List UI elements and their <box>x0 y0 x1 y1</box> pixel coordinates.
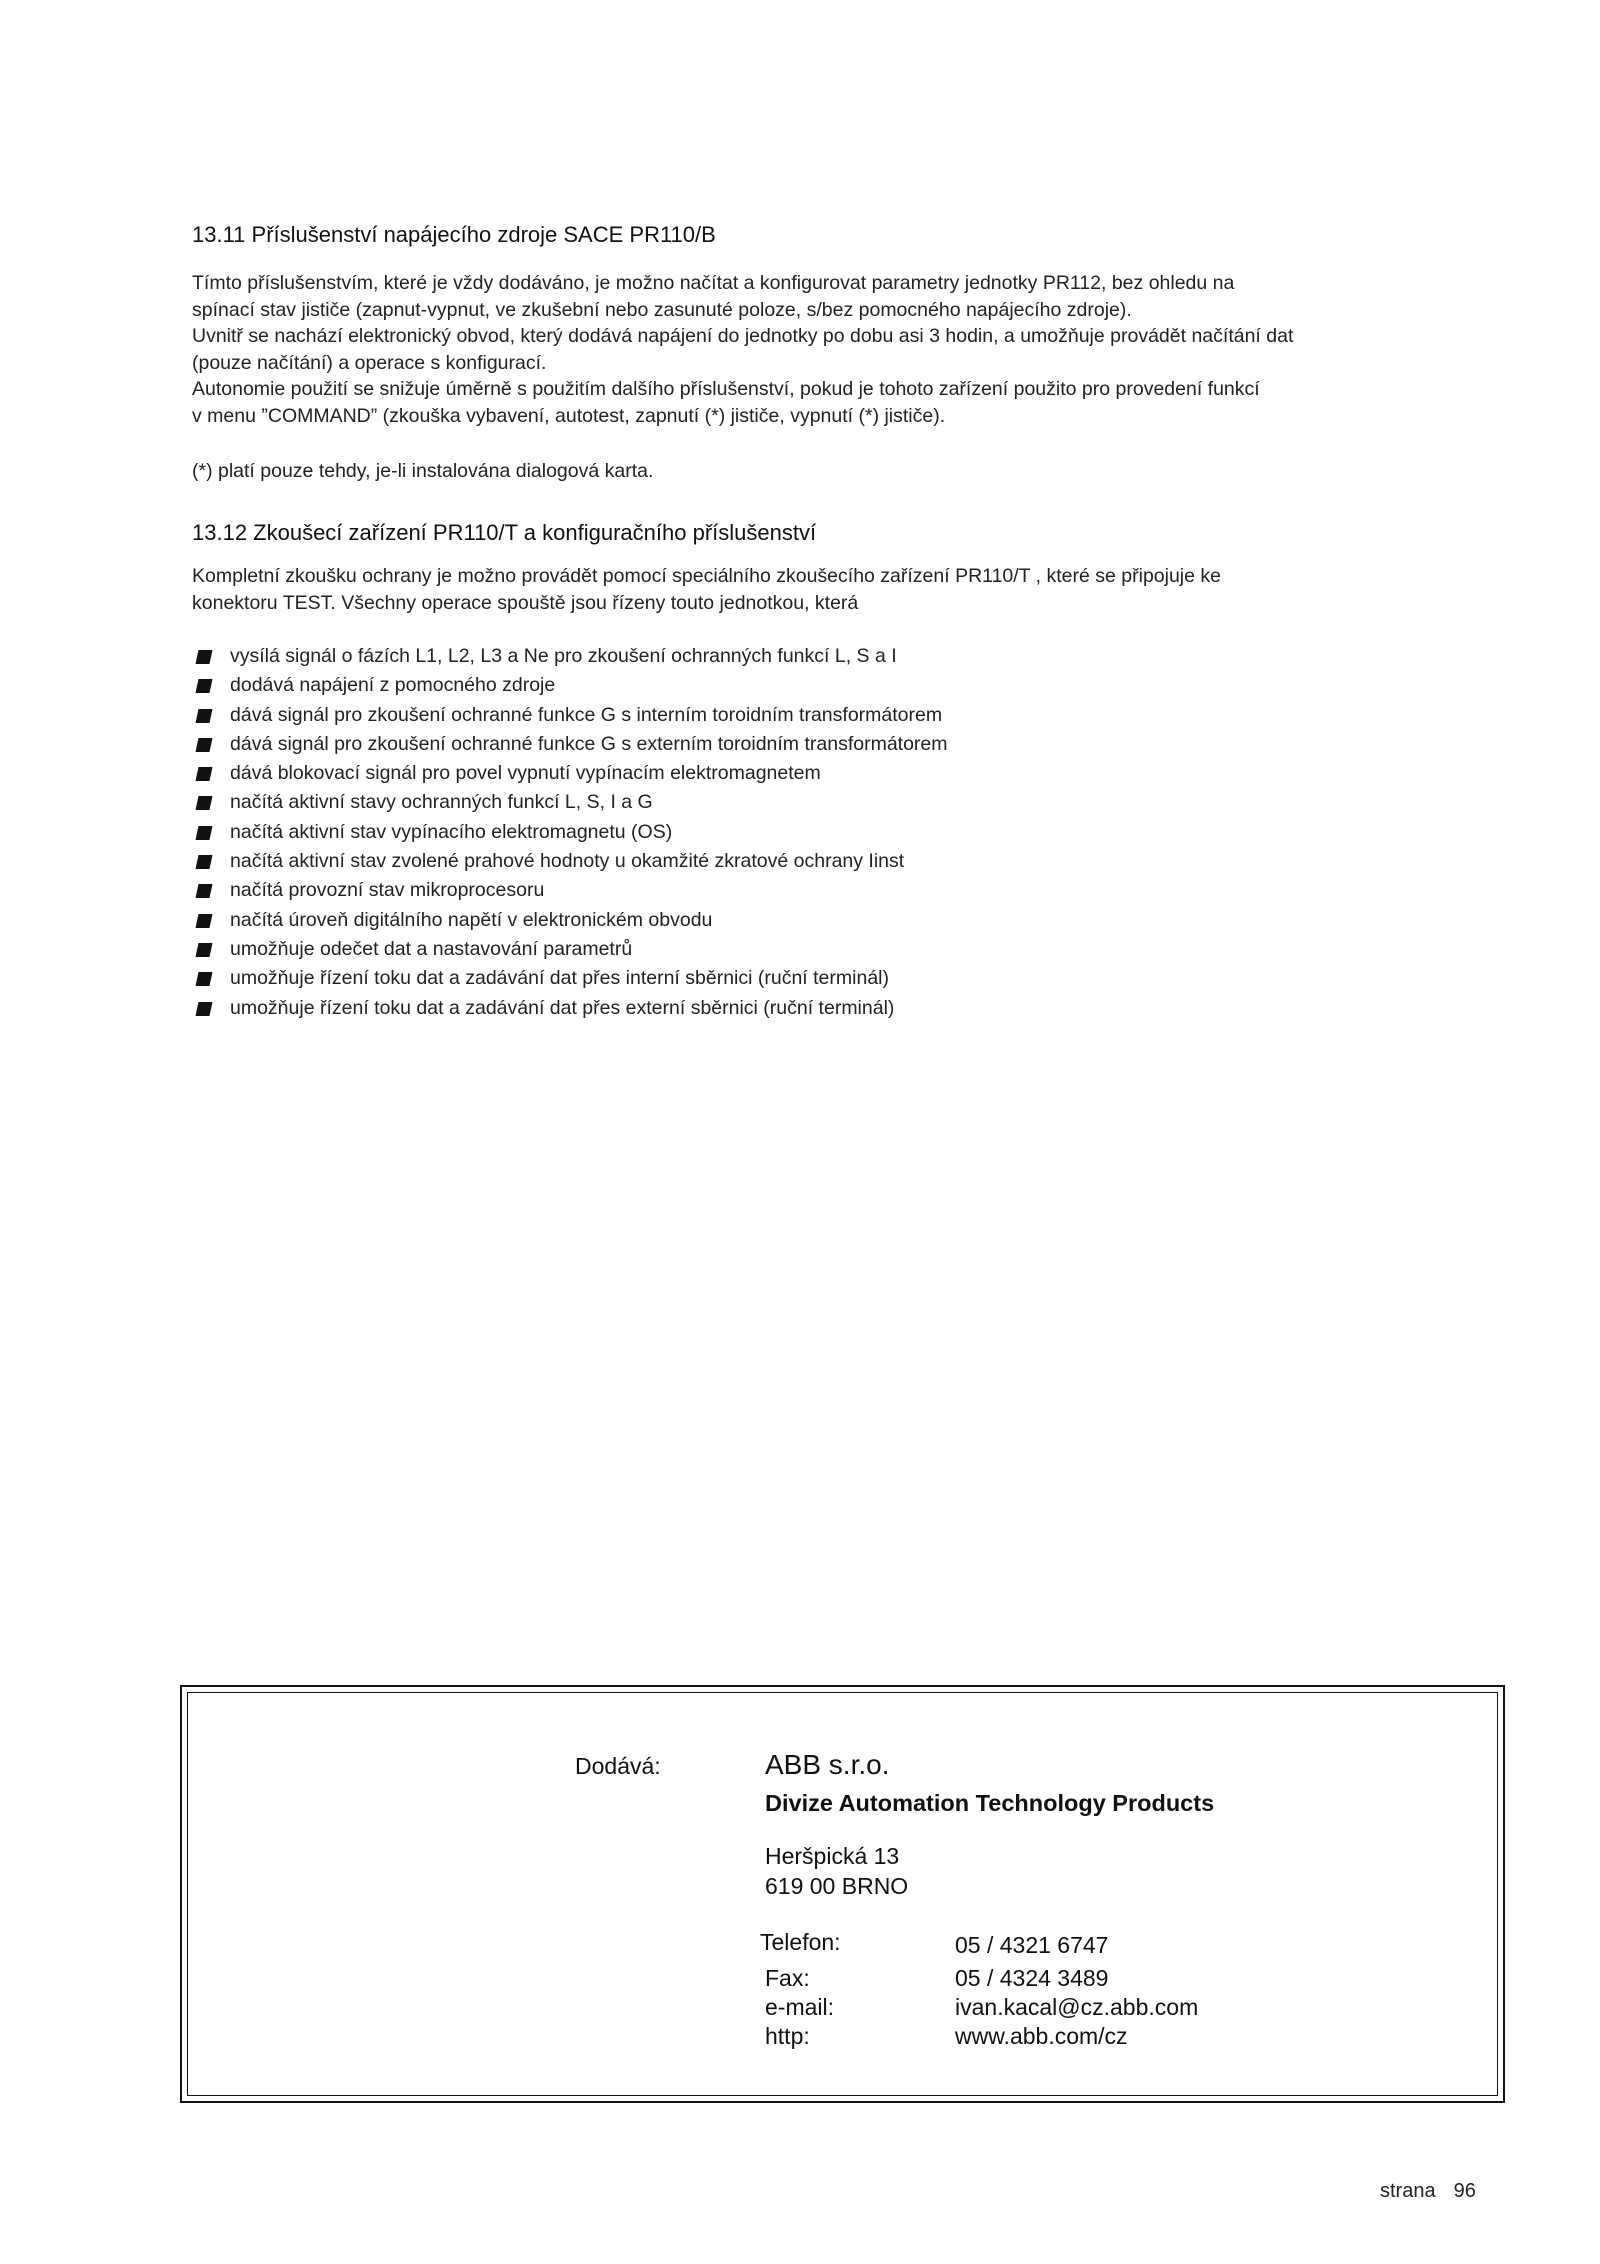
list-item <box>195 876 948 905</box>
bullet-square-icon <box>196 767 213 781</box>
list-item-text: načítá provozní stav mikroprocesoru <box>230 879 545 902</box>
list-item <box>195 671 948 700</box>
list-item-text: vysílá signál o fázích L1, L2, L3 a Ne pro zkoušení ochranných funkcí L, S a I <box>230 645 897 667</box>
section-13-12-heading: 13.12 Zkoušecí zařízení PR110/T a konfiguračního příslušenství <box>192 520 817 545</box>
paragraph-line: Tímto příslušenstvím, které je vždy dodáváno, je možno načítat a konfigurovat parametry jednotky PR112, bez ohledu na <box>192 272 1235 294</box>
page-number: 96 <box>1453 2180 1476 2202</box>
supplier-label: Dodává: <box>575 1753 661 1779</box>
paragraph-line: spínací stav jističe (zapnut-vypnut, ve zkušební nebo zasunuté poloze, s/bez pomocného napájecího zdroje). <box>192 298 1132 321</box>
feature-list <box>195 642 948 1023</box>
supplier-city: 619 00 BRNO <box>765 1873 909 1899</box>
list-item-text: dává signál pro zkoušení ochranné funkce G s externím toroidním transformátorem <box>230 732 948 755</box>
bullet-square-icon <box>196 1002 213 1016</box>
supplier-division: Divize Automation Technology Products <box>765 1790 1215 1816</box>
list-item-text: dává blokovací signál pro povel vypnutí vypínacím elektromagnetem <box>230 762 821 785</box>
bullet-square-icon <box>196 943 213 957</box>
list-item-text: načítá aktivní stav vypínacího elektromagnetu (OS) <box>230 820 673 843</box>
list-item <box>195 701 948 730</box>
bullet-square-icon <box>196 826 213 840</box>
bullet-square-icon <box>196 914 213 928</box>
bullet-square-icon <box>196 650 213 664</box>
contact-label-http: http: <box>765 2023 810 2049</box>
bullet-square-icon <box>196 855 213 869</box>
list-item-text: umožňuje odečet dat a nastavování parametrů <box>230 937 633 960</box>
contact-label-fax: Fax: <box>765 1965 810 1991</box>
supplier-company: ABB s.r.o. <box>765 1749 890 1780</box>
list-item <box>195 994 948 1023</box>
contact-label-telefon: Telefon: <box>760 1929 841 1955</box>
list-item <box>195 935 948 964</box>
bullet-square-icon <box>196 709 213 723</box>
list-item-text: umožňuje řízení toku dat a zadávání dat přes interní sběrnici (ruční terminál) <box>230 967 889 990</box>
list-item-text: načítá aktivní stav zvolené prahové hodnoty u okamžité zkratové ochrany Iinst <box>230 850 905 873</box>
bullet-square-icon <box>196 884 213 898</box>
list-item-text: umožňuje řízení toku dat a zadávání dat přes externí sběrnici (ruční terminál) <box>230 996 895 1019</box>
contact-value-email: ivan.kacal@cz.abb.com <box>955 1994 1199 2020</box>
footnote <box>192 458 1502 485</box>
paragraph-line: (pouze načítání) a operace s konfigurací. <box>192 351 547 374</box>
paragraph-line: konektoru TEST. Všechny operace spouště jsou řízeny touto jednotkou, která <box>192 591 859 614</box>
list-item-text: dává signál pro zkoušení ochranné funkce G s interním toroidním transformátorem <box>230 703 943 726</box>
bullet-square-icon <box>196 796 213 810</box>
list-item <box>195 730 948 759</box>
list-item <box>195 964 948 993</box>
list-item <box>195 906 948 935</box>
bullet-square-icon <box>196 972 213 986</box>
bullet-square-icon <box>196 679 213 693</box>
contact-value-fax: 05 / 4324 3489 <box>955 1965 1109 1991</box>
list-item-text: dodává napájení z pomocného zdroje <box>230 674 556 697</box>
list-item-text: načítá aktivní stavy ochranných funkcí L, S, I a G <box>230 791 653 814</box>
paragraph-line: v menu ”COMMAND” (zkouška vybavení, autotest, zapnutí (*) jističe, vypnutí (*) jističe). <box>192 404 946 427</box>
footnote-text: (*) platí pouze tehdy, je-li instalována dialogová karta. <box>192 460 654 482</box>
bullet-square-icon <box>196 738 213 752</box>
contact-value-telefon: 05 / 4321 6747 <box>955 1932 1109 1958</box>
supplier-street: Heršpická 13 <box>765 1843 900 1869</box>
list-item <box>195 818 948 847</box>
section-13-11-paragraph <box>192 270 1502 429</box>
paragraph-line: Kompletní zkoušku ochrany je možno provádět pomocí speciálního zkoušecího zařízení PR110/T , které se připojuje ke <box>192 565 1221 587</box>
list-item-text: načítá úroveň digitálního napětí v elektronickém obvodu <box>230 908 713 931</box>
list-item <box>195 788 948 817</box>
list-item <box>195 847 948 876</box>
contact-label-email: e-mail: <box>765 1994 835 2020</box>
supplier-box <box>180 1685 1505 2103</box>
paragraph-line: Autonomie použití se snižuje úměrně s použitím dalšího příslušenství, pokud je tohoto zařízení použito pro provedení funkcí <box>192 378 1260 400</box>
section-13-11-heading: 13.11 Příslušenství napájecího zdroje SACE PR110/B <box>192 222 716 247</box>
paragraph-line: Uvnitř se nachází elektronický obvod, který dodává napájení do jednotky po dobu asi 3 hodin, a umožňuje provádět načítání dat <box>192 325 1294 347</box>
section-13-12-paragraph <box>192 563 1502 616</box>
list-item <box>195 642 948 671</box>
page-footer <box>1380 2180 1476 2203</box>
contact-value-http: www.abb.com/cz <box>955 2023 1128 2049</box>
page-label: strana <box>1380 2180 1436 2202</box>
list-item <box>195 759 948 788</box>
